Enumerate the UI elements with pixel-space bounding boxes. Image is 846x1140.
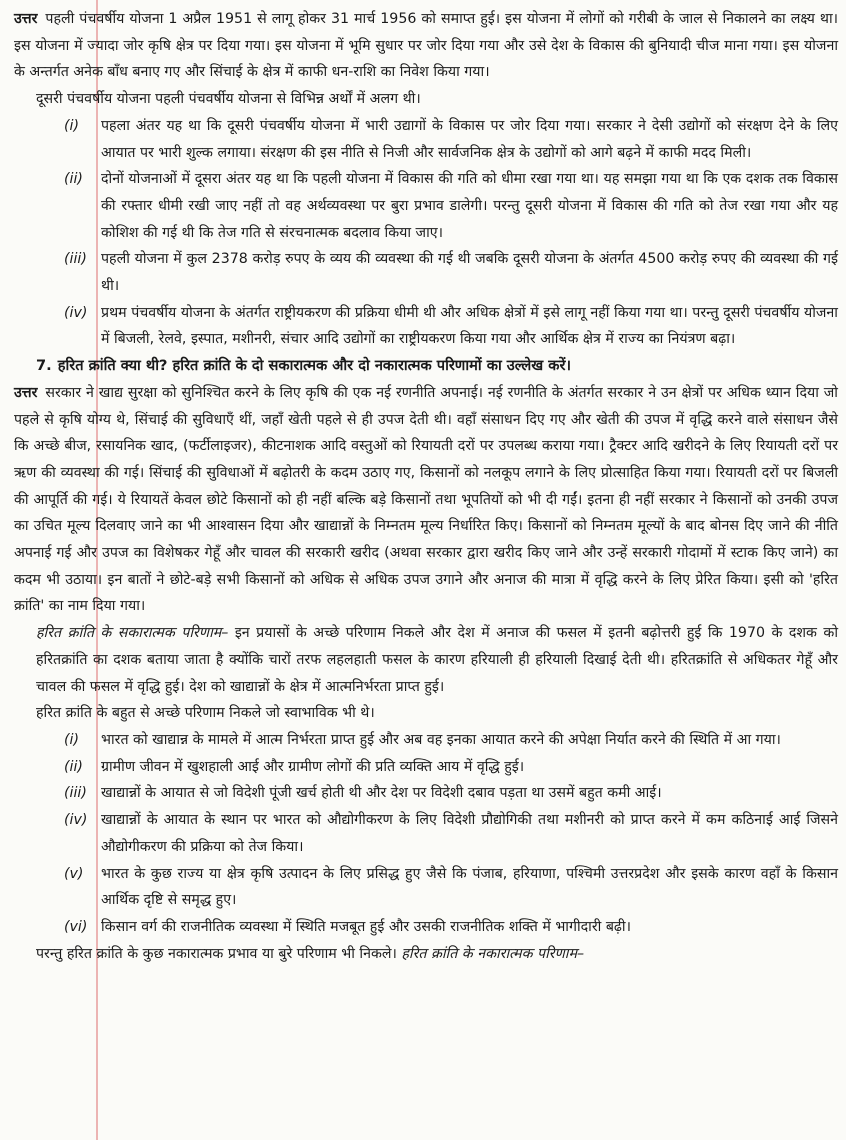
list-item-number: (vi) [64, 918, 88, 935]
list-item [14, 300, 838, 353]
list-item [14, 861, 838, 914]
list-item-text: ग्रामीण जीवन में खुशहाली आई और ग्रामीण लोगों की प्रति व्यक्ति आय में वृद्धि हुई। [101, 758, 525, 775]
answer-label: उत्तर [14, 11, 38, 27]
list-item-number: (i) [64, 117, 80, 134]
answer-6-paragraph-1: पहली पंचवर्षीय योजना 1 अप्रैल 1951 से लागू होकर 31 मार्च 1956 को समाप्त हुई। इस योजना में लोगों को गरीबी के जाल से निकालने का लक्ष्य था। इस योजना में ज्यादा जोर कृषि क्षेत्र पर दिया गया। इस योजना में भूमि सुधार पर जोर दिया गया और उसे देश के विकास की बुनियादी चीज माना गया। इस योजना के अन्तर्गत अनेक बाँध बनाए गए और सिंचाई के क्षेत्र में काफी धन-राशि का निवेश किया गया। [14, 11, 838, 81]
list-item-text: पहला अंतर यह था कि दूसरी पंचवर्षीय योजना में भारी उद्यागों के विकास पर जोर दिया गया। सरकार ने देसी उद्योगों को संरक्षण देने के लिए आयात पर भारी शुल्क लगाया। संरक्षण की इस नीति से निजी और सार्वजनिक क्षेत्र के उद्योगों को आगे बढ़ने में काफी मदद मिली। [101, 117, 838, 161]
list-item-number: (iv) [64, 812, 88, 829]
list-item [14, 113, 838, 166]
question-number: 7. [36, 357, 52, 375]
positive-results-text: इन प्रयासों के अच्छे परिणाम निकले और देश में अनाज की फसल में इतनी बढ़ोत्तरी हुई कि 1970 के दशक को हरितक्रांति का दशक बताया जाता है क्योंकि चारों तरफ लहलहाती फसल के कारण हरियाली ही हरियाली दिखाई देती थी। हरितक्रांति से अधिकतर गेहूँ और चावल की फसल में वृद्धि हुई। देश को खाद्यान्नों के क्षेत्र में आत्मनिर्भरता प्राप्त हुई। [36, 625, 839, 695]
list-item-number: (ii) [64, 758, 83, 775]
answer-label: उत्तर [14, 384, 38, 401]
answer-6-intro [14, 6, 838, 86]
list-item-text: भारत के कुछ राज्य या क्षेत्र कृषि उत्पादन के लिए प्रसिद्ध हुए जैसे कि पंजाब, हरियाणा, पश्चिमी उत्तरप्रदेश और इसके कारण वहाँ के किसान आर्थिक दृष्टि से समृद्ध हुए। [101, 865, 838, 909]
answer-7-paragraph-3: हरित क्रांति के बहुत से अच्छे परिणाम निकले जो स्वाभाविक भी थे। [36, 705, 375, 722]
list-item-text: किसान वर्ग की राजनीतिक व्यवस्था में स्थिति मजबूत हुई और उसकी राजनीतिक शक्ति में भागीदारी बढ़ी। [101, 918, 631, 935]
list-item [14, 754, 838, 781]
question-text: हरित क्रांति क्या थी? हरित क्रांति के दो सकारात्मक और दो नकारात्मक परिणामों का उल्लेख करें। [57, 357, 571, 375]
closing-text: परन्तु हरित क्रांति के कुछ नकारात्मक प्रभाव या बुरे परिणाम भी निकले। [36, 945, 397, 962]
list-item-text: भारत को खाद्यान्न के मामले में आत्म निर्भरता प्राप्त हुई और अब वह इनका आयात करने की अपेक्षा निर्यात करने की स्थिति में आ गया। [101, 731, 781, 748]
list-item-text: खाद्यान्नों के आयात के स्थान पर भारत को औद्योगीकरण के लिए विदेशी प्रौद्योगिकी तथा मशीनरी को प्राप्त करने में कम कठिनाई आई जिसने औद्योगीकरण की प्रक्रिया को तेज किया। [101, 812, 838, 855]
question-7 [14, 353, 838, 380]
list-item [14, 780, 838, 807]
list-item [14, 727, 838, 754]
list-item-text: खाद्यान्नों के आयात से जो विदेशी पूंजी खर्च होती थी और देश पर विदेशी दबाव पड़ता था उसमें बहुत कमी आई। [101, 785, 662, 802]
list-item [14, 914, 838, 941]
list-item-text: दोनों योजनाओं में दूसरा अंतर यह था कि पहली योजना में विकास की गति को धीमा रखा गया था। यह समझा गया था कि एक दशक तक विकास की रफ्तार धीमी रखी जाए नहीं तो वह अर्थव्यवस्था पर बुरा प्रभाव डालेगी। परन्तु दूसरी योजना में विकास की गति को तेज रखा गया और यह कोशिश की गई थी कि तेज गति से संरचनात्मक बदलाव किया जाए। [101, 171, 838, 241]
list-item-text: प्रथम पंचवर्षीय योजना के अंतर्गत राष्ट्रीयकरण की प्रक्रिया धीमी थी और अधिक क्षेत्रों में इसे लागू नहीं किया गया था। परन्तु दूसरी पंचवर्षीय योजना में बिजली, रेलवे, इस्पात, मशीनरी, संचार आदि उद्योगों का राष्ट्रीयकरण किया गया और आर्थिक क्षेत्र में राज्य का नियंत्रण बढ़ा। [101, 304, 838, 348]
list-item-number: (iii) [64, 251, 87, 268]
negative-results-heading: हरित क्रांति के नकारात्मक परिणाम– [401, 945, 585, 962]
list-item-number: (iii) [64, 785, 87, 802]
closing-paragraph [14, 941, 838, 968]
positive-results-paragraph [14, 620, 838, 700]
list-item [14, 807, 838, 860]
list-item-number: (iv) [64, 304, 88, 321]
list-item-number: (ii) [64, 171, 83, 188]
list-item [14, 166, 838, 246]
answer-6-paragraph-2: दूसरी पंचवर्षीय योजना पहली पंचवर्षीय योजना से विभिन्न अर्थों में अलग थी। [36, 91, 421, 108]
list-item-text: पहली योजना में कुल 2378 करोड़ रुपए के व्यय की व्यवस्था की गई थी जबकि दूसरी योजना के अंतर्गत 4500 करोड़ रुपए की व्यवस्था की गई थी। [101, 251, 838, 295]
answer-7-intro [14, 380, 838, 620]
page-content [14, 6, 838, 967]
answer-7-paragraph-1: सरकार ने खाद्य सुरक्षा को सुनिश्चित करने के लिए कृषि की एक नई रणनीति अपनाई। नई रणनीति के अंतर्गत सरकार ने उन क्षेत्रों पर अधिक ध्यान दिया जो पहले से कृषि योग्य थे, सिंचाई की सुविधाएँ थीं, जहाँ खेती पहले से ही उपज देती थी। वहाँ संसाधन दिए गए और खेती की उपज में वृद्धि करने वाले संसाधन जैसे कि अच्छे बीज, रसायनिक खाद, (फर्टीलाइजर), कीटनाशक आदि वस्तुओं को रियायती दरों पर उपलब्ध कराया गया। ट्रैक्टर आदि खरीदने के लिए रियायती दरों पर ऋण की व्यवस्था की गई। सिंचाई की सुविधाओं में बढ़ोतरी के कदम उठाए गए, किसानों को नलकूप लगाने के लिए प्रोत्साहित किया गया। रियायती दरों पर बिजली की आपूर्ति की गई। ये रियायतें केवल छोटे किसानों को ही नहीं बल्कि बड़े किसानों तथा भूपतियों को भी दी गईं। इतना ही नहीं सरकार ने किसानों को उनकी उपज का उचित मूल्य दिलवाए जाने का भी आश्वासन दिया और खाद्यान्नों के निम्नतम मूल्य निर्धारित किए। किसानों को निम्नतम मूल्यों के बाद बोनस दिए जाने की नीति अपनाई गई और उपज का विशेषकर गेहूँ और चावल की सरकारी खरीद (अथवा सरकार द्वारा खरीद किए जाने और उन्हें सरकारी गोदामों में स्टाक किए जाने) का कदम भी उठाया। इन बातों ने छोटे-बड़े सभी किसानों को अधिक से अधिक उपज उगाने और अनाज की मात्रा में वृद्धि करने के लिए प्रेरित किया। इसी को 'हरित क्रांति' का नाम दिया गया। [14, 384, 838, 615]
list-item-number: (v) [64, 865, 84, 882]
positive-results-heading: हरित क्रांति के सकारात्मक परिणाम– [36, 625, 229, 642]
list-item [14, 246, 838, 299]
list-item-number: (i) [64, 731, 80, 748]
